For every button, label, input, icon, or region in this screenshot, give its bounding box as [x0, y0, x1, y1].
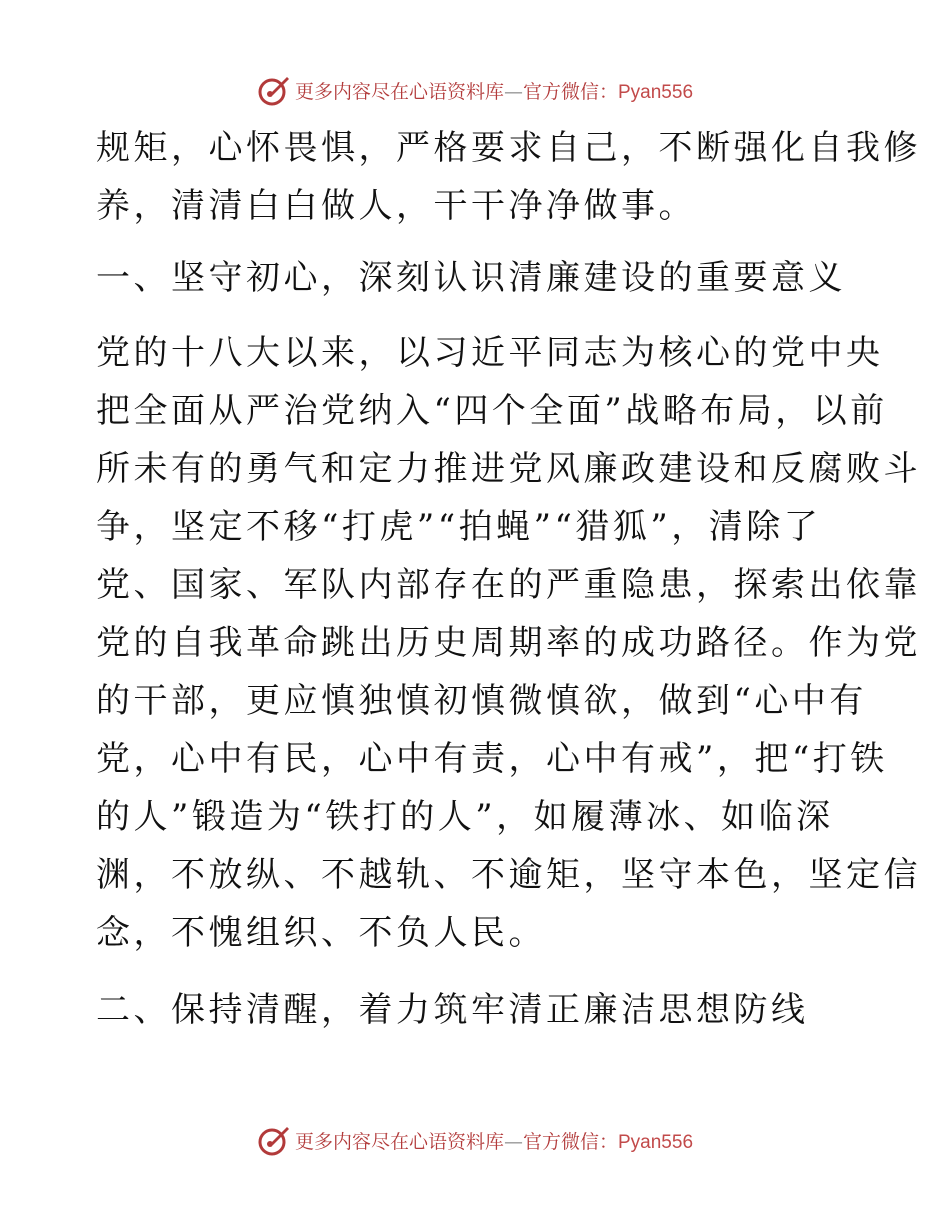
text-line: 党、国家、军队内部存在的严重隐患，探索出依靠 [96, 565, 921, 605]
text-line: 念，不愧组织、不负人民。 [96, 913, 546, 953]
watermark-text: 更多内容尽在心语资料库—官方微信：Pyan556 [294, 80, 694, 103]
text-line: 把全面从严治党纳入“四个全面”战略布局，以前 [96, 391, 888, 431]
text-line: 规矩，心怀畏惧，严格要求自己，不断强化自我修 [96, 128, 921, 168]
text-line: 争，坚定不移“打虎”“拍蝇”“猎狐”，清除了 [96, 507, 822, 547]
text-line: 党的自我革命跳出历史周期率的成功路径。作为党 [96, 623, 921, 663]
section-heading: 二、保持清醒，着力筑牢清正廉洁思想防线 [96, 990, 809, 1030]
section-heading: 一、坚守初心，深刻认识清廉建设的重要意义 [96, 258, 846, 298]
text-line: 的人”锻造为“铁打的人”，如履薄冰、如临深 [96, 797, 834, 837]
quill-logo-icon [257, 73, 291, 107]
watermark-text: 更多内容尽在心语资料库—官方微信：Pyan556 [294, 1130, 694, 1153]
text-line: 党，心中有民，心中有责，心中有戒”，把“打铁 [96, 739, 888, 779]
text-line: 渊，不放纵、不越轨、不逾矩，坚守本色，坚定信 [96, 855, 921, 895]
text-line: 所未有的勇气和定力推进党风廉政建设和反腐败斗 [96, 449, 921, 489]
text-line: 养，清清白白做人，干干净净做事。 [96, 186, 696, 226]
watermark-footer [0, 1120, 950, 1160]
text-line: 党的十八大以来，以习近平同志为核心的党中央 [96, 333, 884, 373]
watermark-header [0, 70, 950, 110]
text-line: 的干部，更应慎独慎初慎微慎欲，做到“心中有 [96, 681, 867, 721]
quill-logo-icon [257, 1123, 291, 1157]
